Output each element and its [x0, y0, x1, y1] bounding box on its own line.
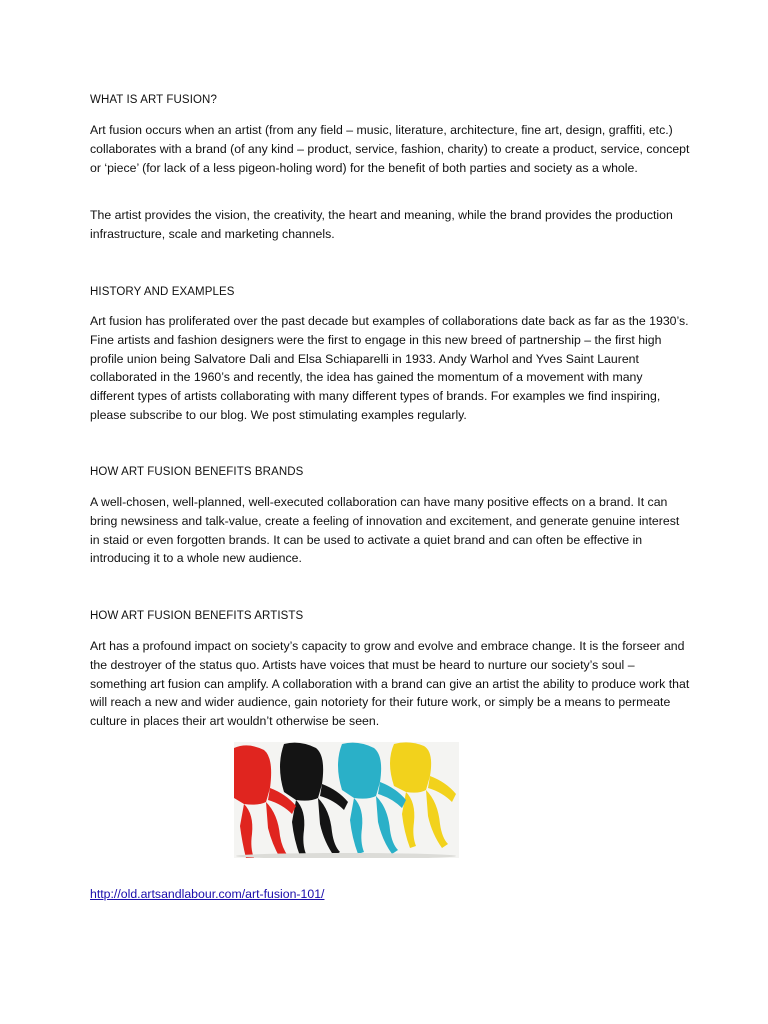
paragraph-history: Art fusion has proliferated over the past decade but examples of collaborations date back as far as the 1930’s. Fine artists and fashion designers were the first to engage in this new breed of partnership – the first high profile union being Salvatore Dali and Elsa Schiaparelli in 1933. Andy Warhol and Yves Saint Laurent collaborated in the 1960’s and recently, the idea has gained the momentum of a movement with many different types of artists collaborating with many different types of brands. For examples we find inspiring, please subscribe to our blog. We post stimulating examples regularly.	[90, 314, 689, 422]
heading-benefits-artists: HOW ART FUSION BENEFITS ARTISTS	[90, 610, 304, 622]
heading-benefits-brands: HOW ART FUSION BENEFITS BRANDS	[90, 466, 304, 478]
source-link[interactable]: http://old.artsandlabour.com/art-fusion-101/	[90, 887, 325, 901]
heading-history-and-examples: HISTORY AND EXAMPLES	[90, 286, 235, 298]
paragraph-definition: Art fusion occurs when an artist (from any field – music, literature, architecture, fine art, design, graffiti, etc.) collaborates with a brand (of any kind – product, service, fashion, charity) to create a product, service, concept or ‘piece’ (for lack of a less pigeon-holing word) for the benefit of both parties and society as a whole.	[90, 123, 690, 175]
paragraph-artist-brand-roles: The artist provides the vision, the creativity, the heart and meaning, while the brand provides the production infrastructure, scale and marketing channels.	[90, 208, 673, 241]
heading-what-is-art-fusion: WHAT IS ART FUSION?	[90, 94, 217, 106]
paragraph-benefits-brands: A well-chosen, well-planned, well-executed collaboration can have many positive effects on a brand. It can bring newsiness and talk-value, create a feeling of innovation and excitement, and generate genuine interest in staid or even forgotten brands. It can be used to activate a quiet brand and can often be effective in introducing it to a whole new audience.	[90, 495, 680, 566]
colorful-chairs-image	[234, 742, 459, 858]
paragraph-benefits-artists: Art has a profound impact on society’s capacity to grow and evolve and embrace change. It is the forseer and the destroyer of the status quo. Artists have voices that must be heard to nurture our society’s soul – something art fusion can amplify. A collaboration with a brand can give an artist the ability to produce work that will reach a new and wider audience, gain notoriety for their future work, or simply be a means to permeate culture in places their art wouldn’t otherwise be seen.	[90, 639, 690, 729]
